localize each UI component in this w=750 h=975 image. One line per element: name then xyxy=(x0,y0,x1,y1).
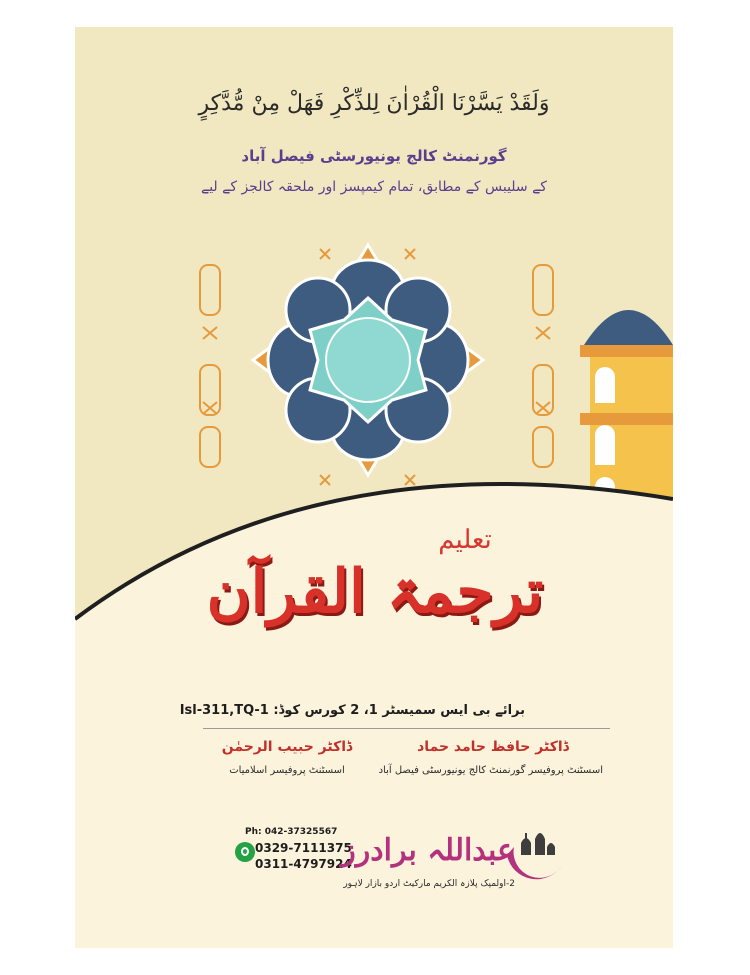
author-2-title: اسسٹنٹ پروفیسر اسلامیات xyxy=(229,765,345,776)
whatsapp-icon xyxy=(235,842,255,862)
divider-left xyxy=(203,728,403,729)
university-line: گورنمنٹ کالج یونیورسٹی فیصل آباد xyxy=(241,147,507,165)
publisher-address: 2-اولمپک پلازہ الکریم مارکیٹ اردو بازار لاہور xyxy=(343,879,515,889)
author-1-title: اسسٹنٹ پروفیسر گورنمنٹ کالج یونیورسٹی فیصل آباد xyxy=(378,765,603,776)
crescent-icon xyxy=(632,242,644,266)
publisher-name: عبداللہ برادرز xyxy=(341,833,515,868)
course-info xyxy=(179,703,525,718)
central-rosette xyxy=(253,245,483,475)
phone-number: Ph: 042-37325567 xyxy=(245,827,338,837)
author-2-name: ڈاکٹر حبیب الرحمٰن xyxy=(221,739,353,755)
course-label: برائے بی ایس سمیسٹر 1، 2 کورس کوڈ: xyxy=(273,703,525,718)
book-title: ترجمۃ القرآن xyxy=(206,557,544,627)
course-code: Isl-311,TQ-1 xyxy=(179,703,269,718)
author-1-name: ڈاکٹر حافظ حامد حماد xyxy=(417,739,569,755)
book-cover xyxy=(75,27,673,948)
syllabus-line: کے سلیبس کے مطابق، تمام کیمپسز اور ملحقہ کالجز کے لیے xyxy=(201,179,547,195)
title-small: تعلیم xyxy=(438,525,492,555)
right-lantern-ornament xyxy=(533,265,553,467)
cover-background-art xyxy=(75,27,673,948)
divider-right xyxy=(375,728,610,729)
mobile-number-2: 0311-4797924 xyxy=(255,857,352,871)
quran-verse: وَلَقَدْ يَسَّرْنَا الْقُرْاٰنَ لِلذِّكْرِ فَهَلْ مِنْ مُّدَّكِرٍ xyxy=(198,91,550,116)
left-lantern-ornament xyxy=(200,265,220,467)
mobile-number-1: 0329-7111375 xyxy=(255,841,352,855)
